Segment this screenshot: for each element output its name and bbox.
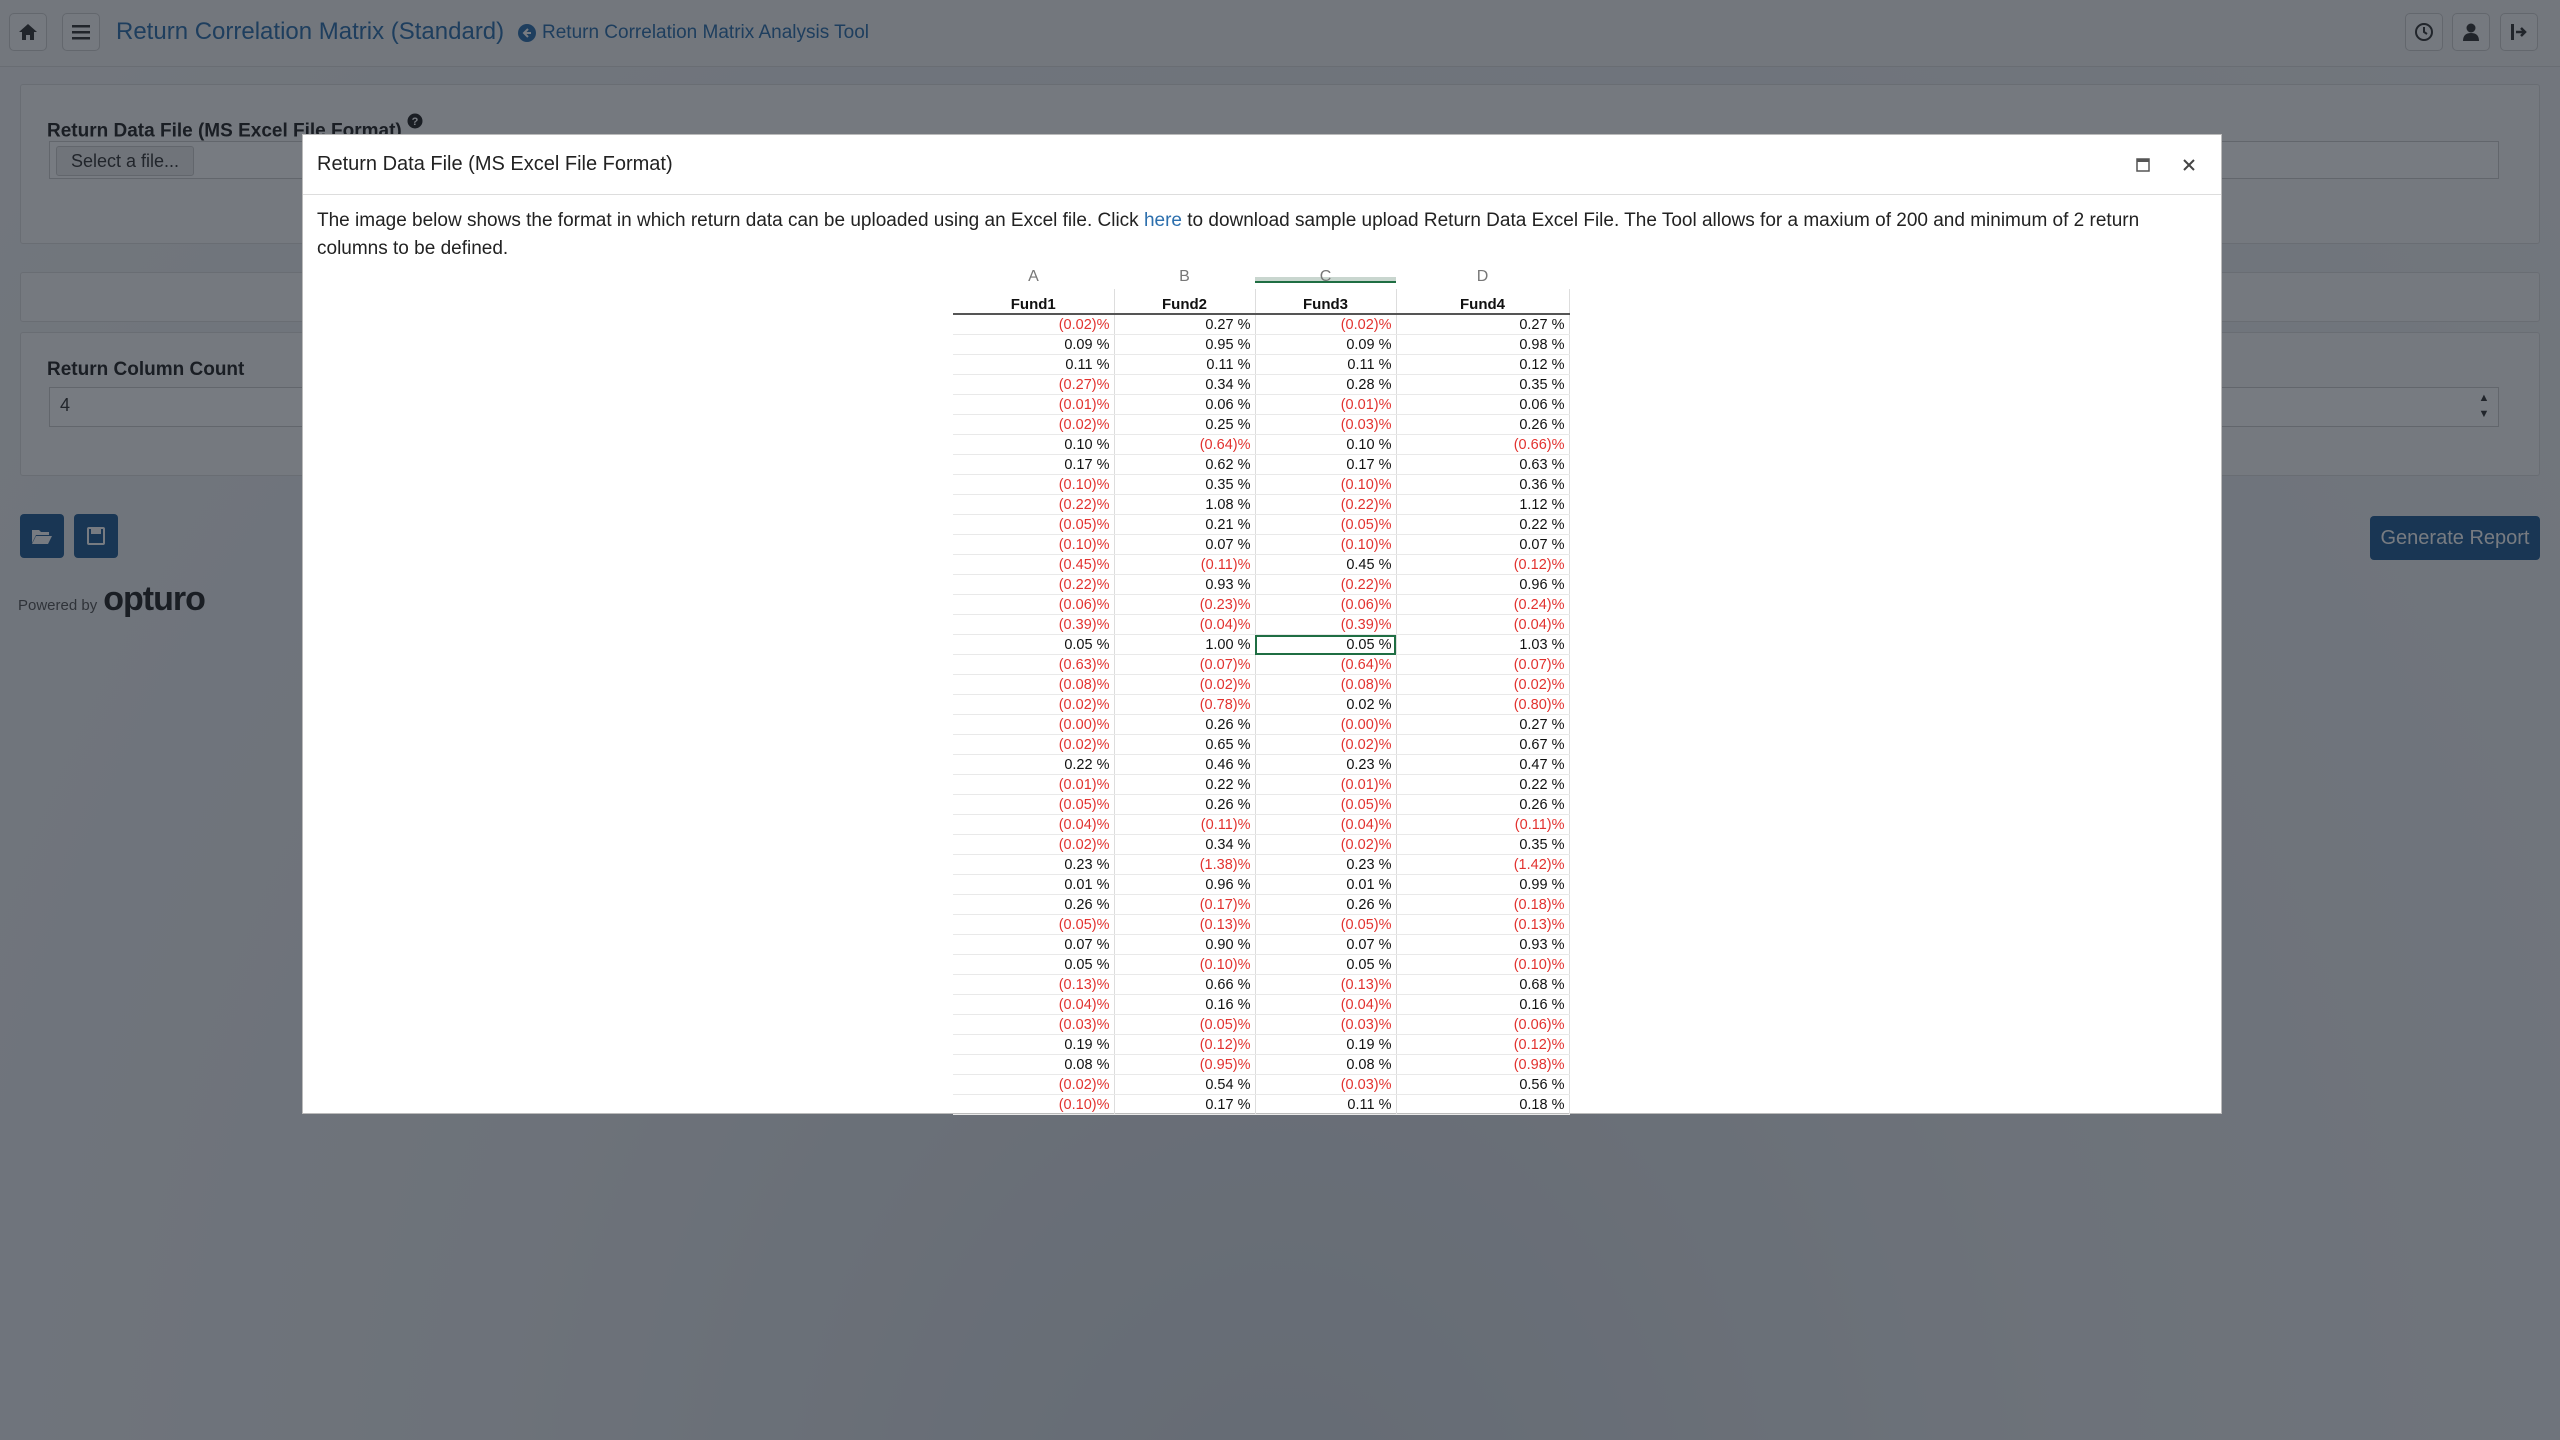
table-cell: 0.68 % bbox=[1396, 975, 1569, 995]
table-row bbox=[953, 675, 1569, 695]
table-cell: 1.08 % bbox=[1114, 495, 1255, 515]
table-cell: (0.12)% bbox=[1396, 555, 1569, 575]
excel-sample-image bbox=[953, 268, 1573, 1113]
table-cell: (0.01)% bbox=[1255, 775, 1396, 795]
table-cell: 0.22 % bbox=[1396, 775, 1569, 795]
table-cell: (0.12)% bbox=[1114, 1035, 1255, 1055]
table-cell: 0.27 % bbox=[1114, 314, 1255, 335]
table-cell: (0.02)% bbox=[953, 314, 1114, 335]
table-cell: 0.11 % bbox=[1114, 355, 1255, 375]
table-row bbox=[953, 1055, 1569, 1075]
table-cell: 0.35 % bbox=[1396, 375, 1569, 395]
table-cell: 0.63 % bbox=[1396, 455, 1569, 475]
table-cell: (0.02)% bbox=[1255, 835, 1396, 855]
table-cell: (0.08)% bbox=[953, 675, 1114, 695]
returns-table bbox=[953, 289, 1570, 1115]
table-cell: (1.42)% bbox=[1396, 855, 1569, 875]
table-cell: (0.02)% bbox=[953, 415, 1114, 435]
table-cell: (0.22)% bbox=[1255, 495, 1396, 515]
table-cell: 0.07 % bbox=[953, 935, 1114, 955]
table-cell: (0.10)% bbox=[1114, 955, 1255, 975]
table-cell: (0.00)% bbox=[1255, 715, 1396, 735]
table-cell: (0.64)% bbox=[1114, 435, 1255, 455]
table-cell: 0.46 % bbox=[1114, 755, 1255, 775]
table-cell: (0.04)% bbox=[1255, 995, 1396, 1015]
table-cell: 0.17 % bbox=[1114, 1095, 1255, 1115]
table-cell: 0.95 % bbox=[1114, 335, 1255, 355]
table-cell: (0.04)% bbox=[953, 995, 1114, 1015]
column-header: Fund2 bbox=[1114, 289, 1255, 314]
table-cell: 0.23 % bbox=[1255, 755, 1396, 775]
table-cell: (0.02)% bbox=[953, 695, 1114, 715]
table-cell: 0.98 % bbox=[1396, 335, 1569, 355]
table-cell: 0.47 % bbox=[1396, 755, 1569, 775]
table-cell: 0.25 % bbox=[1114, 415, 1255, 435]
maximize-icon bbox=[2136, 158, 2150, 172]
table-cell: (0.95)% bbox=[1114, 1055, 1255, 1075]
table-cell: 0.54 % bbox=[1114, 1075, 1255, 1095]
table-cell: (0.22)% bbox=[1255, 575, 1396, 595]
column-letter: C bbox=[1319, 268, 1332, 285]
table-row bbox=[953, 875, 1569, 895]
table-cell: (0.05)% bbox=[1114, 1015, 1255, 1035]
column-header: Fund4 bbox=[1396, 289, 1569, 314]
table-cell: (0.13)% bbox=[1114, 915, 1255, 935]
table-cell: 0.34 % bbox=[1114, 375, 1255, 395]
table-cell: 0.11 % bbox=[1255, 1095, 1396, 1115]
table-cell: 0.96 % bbox=[1396, 575, 1569, 595]
table-cell: (0.04)% bbox=[953, 815, 1114, 835]
table-cell: 0.26 % bbox=[1396, 415, 1569, 435]
table-cell: (0.10)% bbox=[1255, 535, 1396, 555]
table-cell: (0.07)% bbox=[1114, 655, 1255, 675]
table-row bbox=[953, 995, 1569, 1015]
table-row bbox=[953, 975, 1569, 995]
table-cell: (0.02)% bbox=[1114, 675, 1255, 695]
table-row bbox=[953, 1075, 1569, 1095]
table-cell: 0.18 % bbox=[1396, 1095, 1569, 1115]
table-cell: (0.02)% bbox=[1255, 314, 1396, 335]
column-letter: A bbox=[1028, 268, 1039, 285]
table-cell: 0.10 % bbox=[953, 435, 1114, 455]
table-cell: 0.16 % bbox=[1396, 995, 1569, 1015]
table-cell: 0.10 % bbox=[1255, 435, 1396, 455]
table-row bbox=[953, 895, 1569, 915]
table-cell: (0.01)% bbox=[1255, 395, 1396, 415]
column-letter: B bbox=[1179, 268, 1190, 285]
close-icon bbox=[2182, 158, 2196, 172]
table-cell: 0.90 % bbox=[1114, 935, 1255, 955]
table-row bbox=[953, 535, 1569, 555]
table-cell: 0.11 % bbox=[953, 355, 1114, 375]
table-cell: 0.06 % bbox=[1114, 395, 1255, 415]
table-cell: (0.04)% bbox=[1255, 815, 1396, 835]
table-cell: (0.08)% bbox=[1255, 675, 1396, 695]
table-row bbox=[953, 795, 1569, 815]
table-cell: 0.05 % bbox=[953, 955, 1114, 975]
table-cell: (0.05)% bbox=[1255, 795, 1396, 815]
table-cell: (0.03)% bbox=[1255, 1075, 1396, 1095]
table-cell: (0.02)% bbox=[953, 735, 1114, 755]
table-cell: (0.13)% bbox=[1255, 975, 1396, 995]
table-cell: (0.11)% bbox=[1114, 555, 1255, 575]
table-cell: (0.22)% bbox=[953, 575, 1114, 595]
table-row bbox=[953, 955, 1569, 975]
table-cell: (0.18)% bbox=[1396, 895, 1569, 915]
table-cell: (0.66)% bbox=[1396, 435, 1569, 455]
table-cell: 0.19 % bbox=[1255, 1035, 1396, 1055]
table-row bbox=[953, 695, 1569, 715]
table-row bbox=[953, 855, 1569, 875]
table-cell: (0.04)% bbox=[1396, 615, 1569, 635]
table-cell: (0.13)% bbox=[1396, 915, 1569, 935]
table-cell: (0.11)% bbox=[1114, 815, 1255, 835]
table-cell: (0.10)% bbox=[1255, 475, 1396, 495]
table-cell: (0.01)% bbox=[953, 395, 1114, 415]
maximize-button[interactable] bbox=[2129, 151, 2157, 179]
table-row bbox=[953, 715, 1569, 735]
table-cell: (0.02)% bbox=[953, 835, 1114, 855]
table-cell: 0.65 % bbox=[1114, 735, 1255, 755]
table-cell: (0.04)% bbox=[1114, 615, 1255, 635]
table-cell: 0.26 % bbox=[1114, 715, 1255, 735]
table-row bbox=[953, 735, 1569, 755]
table-cell: (0.00)% bbox=[953, 715, 1114, 735]
table-cell: 0.34 % bbox=[1114, 835, 1255, 855]
table-cell: (0.06)% bbox=[1255, 595, 1396, 615]
table-cell: (0.05)% bbox=[1255, 515, 1396, 535]
table-cell: 0.26 % bbox=[1255, 895, 1396, 915]
close-button[interactable] bbox=[2175, 151, 2203, 179]
table-row bbox=[953, 395, 1569, 415]
table-body bbox=[953, 314, 1569, 1115]
table-cell: 0.19 % bbox=[953, 1035, 1114, 1055]
table-cell: 0.45 % bbox=[1255, 555, 1396, 575]
table-cell: (0.63)% bbox=[953, 655, 1114, 675]
table-row bbox=[953, 415, 1569, 435]
table-cell: (0.17)% bbox=[1114, 895, 1255, 915]
column-header: Fund3 bbox=[1255, 289, 1396, 314]
table-row bbox=[953, 475, 1569, 495]
table-cell: 0.23 % bbox=[1255, 855, 1396, 875]
table-cell: 0.16 % bbox=[1114, 995, 1255, 1015]
column-header: Fund1 bbox=[953, 289, 1114, 314]
table-cell: (0.03)% bbox=[1255, 1015, 1396, 1035]
table-cell: 0.17 % bbox=[953, 455, 1114, 475]
table-cell: (0.80)% bbox=[1396, 695, 1569, 715]
table-cell: (0.05)% bbox=[953, 515, 1114, 535]
table-cell: (0.12)% bbox=[1396, 1035, 1569, 1055]
table-row bbox=[953, 455, 1569, 475]
table-row bbox=[953, 1095, 1569, 1115]
table-row bbox=[953, 555, 1569, 575]
table-cell: 0.23 % bbox=[953, 855, 1114, 875]
table-cell: 0.27 % bbox=[1396, 314, 1569, 335]
table-cell: 0.17 % bbox=[1255, 455, 1396, 475]
table-cell: (0.05)% bbox=[1255, 915, 1396, 935]
table-cell: 0.36 % bbox=[1396, 475, 1569, 495]
table-cell: 0.27 % bbox=[1396, 715, 1569, 735]
table-cell: (0.27)% bbox=[953, 375, 1114, 395]
table-cell: 0.07 % bbox=[1255, 935, 1396, 955]
table-cell: (0.10)% bbox=[953, 475, 1114, 495]
dialog-header bbox=[303, 135, 2221, 195]
table-cell: (0.78)% bbox=[1114, 695, 1255, 715]
table-cell: (0.06)% bbox=[953, 595, 1114, 615]
table-row bbox=[953, 835, 1569, 855]
table-cell: (0.22)% bbox=[953, 495, 1114, 515]
table-row bbox=[953, 755, 1569, 775]
table-cell: 0.09 % bbox=[1255, 335, 1396, 355]
table-cell: (0.45)% bbox=[953, 555, 1114, 575]
table-cell: 0.56 % bbox=[1396, 1075, 1569, 1095]
table-cell: 0.05 % bbox=[953, 635, 1114, 655]
table-row bbox=[953, 435, 1569, 455]
table-row bbox=[953, 655, 1569, 675]
table-row bbox=[953, 775, 1569, 795]
table-cell: 0.05 % bbox=[1255, 635, 1396, 655]
table-cell: 0.26 % bbox=[1396, 795, 1569, 815]
table-cell: 0.05 % bbox=[1255, 955, 1396, 975]
table-cell: 0.62 % bbox=[1114, 455, 1255, 475]
table-cell: (0.98)% bbox=[1396, 1055, 1569, 1075]
table-cell: (0.03)% bbox=[953, 1015, 1114, 1035]
help-dialog bbox=[302, 134, 2222, 1114]
table-cell: 0.93 % bbox=[1114, 575, 1255, 595]
table-cell: 0.08 % bbox=[1255, 1055, 1396, 1075]
table-row bbox=[953, 375, 1569, 395]
table-cell: 0.21 % bbox=[1114, 515, 1255, 535]
table-cell: (0.02)% bbox=[953, 1075, 1114, 1095]
table-cell: 0.28 % bbox=[1255, 375, 1396, 395]
column-letters bbox=[953, 268, 1573, 287]
table-cell: (1.38)% bbox=[1114, 855, 1255, 875]
table-cell: (0.05)% bbox=[953, 915, 1114, 935]
download-sample-link[interactable]: here bbox=[1143, 210, 1182, 231]
dialog-description: The image below shows the format in which return data can be uploaded using an Excel file. Click here to download sample upload Return Data Excel File. The Tool allows for a maxium of 200 and minimum of 2 return columns to be defined. bbox=[317, 210, 2140, 259]
table-row bbox=[953, 595, 1569, 615]
table-cell: 0.06 % bbox=[1396, 395, 1569, 415]
table-cell: (0.05)% bbox=[953, 795, 1114, 815]
header-row bbox=[953, 289, 1569, 314]
table-cell: (0.10)% bbox=[953, 535, 1114, 555]
table-cell: (0.02)% bbox=[1255, 735, 1396, 755]
table-cell: (0.24)% bbox=[1396, 595, 1569, 615]
table-cell: (0.03)% bbox=[1255, 415, 1396, 435]
table-cell: (0.39)% bbox=[953, 615, 1114, 635]
table-cell: 0.07 % bbox=[1396, 535, 1569, 555]
table-cell: 0.35 % bbox=[1396, 835, 1569, 855]
table-cell: (0.01)% bbox=[953, 775, 1114, 795]
table-cell: 0.93 % bbox=[1396, 935, 1569, 955]
table-cell: (0.06)% bbox=[1396, 1015, 1569, 1035]
table-row bbox=[953, 915, 1569, 935]
table-row bbox=[953, 575, 1569, 595]
table-cell: 0.01 % bbox=[1255, 875, 1396, 895]
table-cell: (0.64)% bbox=[1255, 655, 1396, 675]
table-cell: (0.23)% bbox=[1114, 595, 1255, 615]
table-row bbox=[953, 515, 1569, 535]
table-row bbox=[953, 1015, 1569, 1035]
table-cell: 0.22 % bbox=[1114, 775, 1255, 795]
table-cell: 0.67 % bbox=[1396, 735, 1569, 755]
table-cell: 0.66 % bbox=[1114, 975, 1255, 995]
table-cell: (0.13)% bbox=[953, 975, 1114, 995]
table-row bbox=[953, 495, 1569, 515]
table-row bbox=[953, 935, 1569, 955]
table-cell: 0.22 % bbox=[1396, 515, 1569, 535]
table-row bbox=[953, 355, 1569, 375]
table-cell: 0.08 % bbox=[953, 1055, 1114, 1075]
table-cell: 0.96 % bbox=[1114, 875, 1255, 895]
table-row bbox=[953, 314, 1569, 335]
table-row bbox=[953, 335, 1569, 355]
table-cell: 0.09 % bbox=[953, 335, 1114, 355]
table-cell: (0.07)% bbox=[1396, 655, 1569, 675]
table-row bbox=[953, 1035, 1569, 1055]
table-cell: 1.00 % bbox=[1114, 635, 1255, 655]
table-row bbox=[953, 815, 1569, 835]
table-cell: 0.99 % bbox=[1396, 875, 1569, 895]
table-cell: 0.11 % bbox=[1255, 355, 1396, 375]
table-cell: (0.10)% bbox=[953, 1095, 1114, 1115]
table-cell: 0.01 % bbox=[953, 875, 1114, 895]
table-cell: (0.10)% bbox=[1396, 955, 1569, 975]
dialog-title: Return Data File (MS Excel File Format) bbox=[317, 153, 673, 175]
table-cell: 0.02 % bbox=[1255, 695, 1396, 715]
table-row bbox=[953, 615, 1569, 635]
table-row bbox=[953, 635, 1569, 655]
column-letter: D bbox=[1476, 268, 1489, 285]
table-cell: 1.12 % bbox=[1396, 495, 1569, 515]
table-cell: 0.22 % bbox=[953, 755, 1114, 775]
table-cell: (0.02)% bbox=[1396, 675, 1569, 695]
table-cell: (0.11)% bbox=[1396, 815, 1569, 835]
table-cell: 0.12 % bbox=[1396, 355, 1569, 375]
table-cell: 0.26 % bbox=[953, 895, 1114, 915]
table-cell: 0.26 % bbox=[1114, 795, 1255, 815]
table-cell: (0.39)% bbox=[1255, 615, 1396, 635]
table-cell: 1.03 % bbox=[1396, 635, 1569, 655]
table-cell: 0.35 % bbox=[1114, 475, 1255, 495]
table-cell: 0.07 % bbox=[1114, 535, 1255, 555]
